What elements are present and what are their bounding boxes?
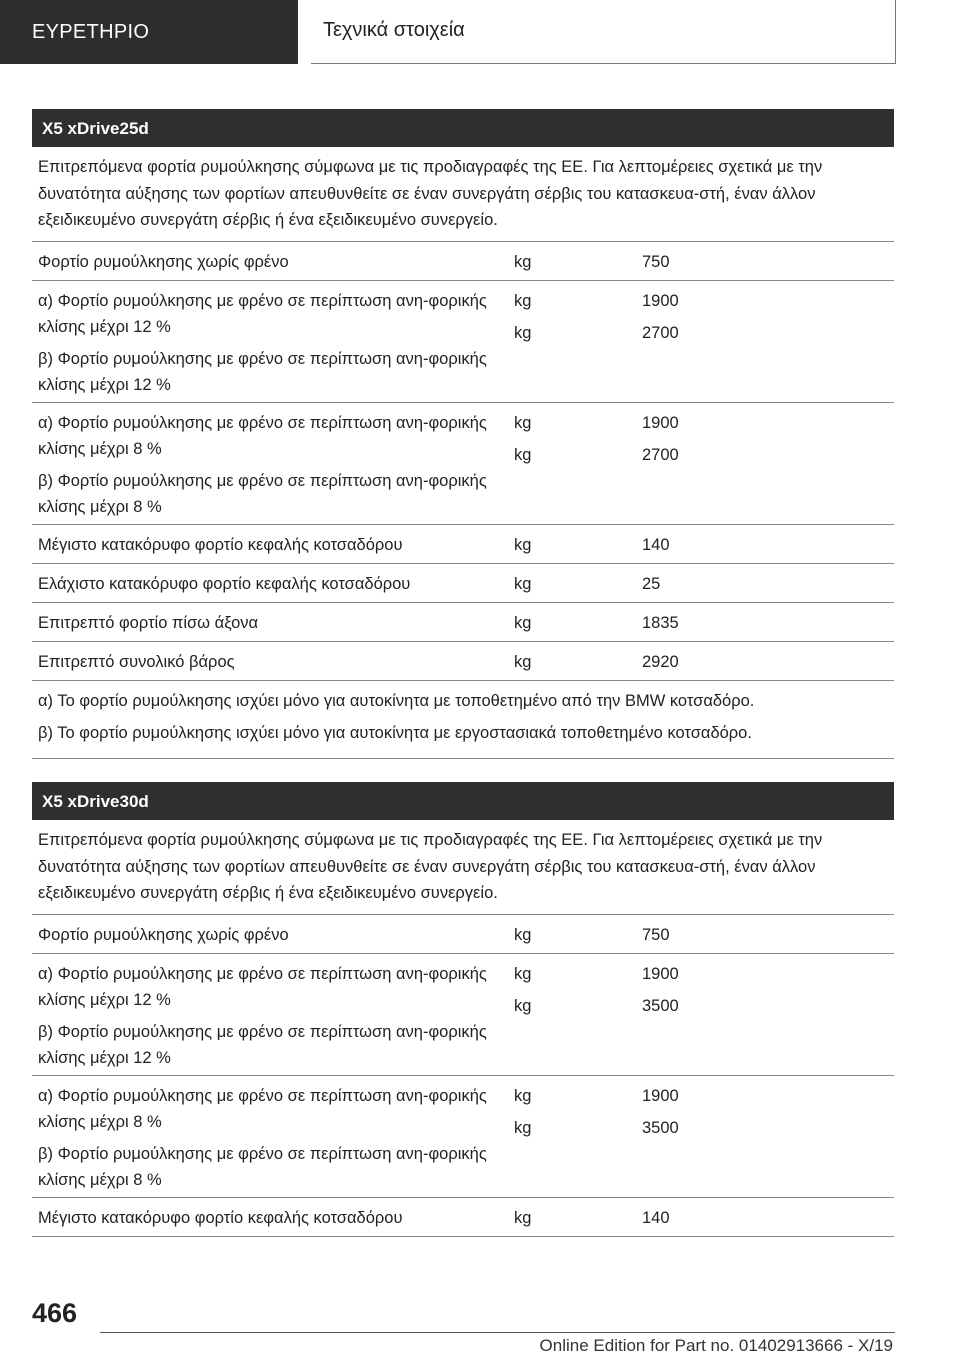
row-label: Φορτίο ρυμούλκησης χωρίς φρένο bbox=[38, 925, 289, 944]
section-intro: Επιτρεπόμενα φορτία ρυμούλκησης σύμφωνα με τις προδιαγραφές της ΕΕ. Για λεπτομέρειες σχετικά με την δυνατότητα αύξησης των φορτίων απευθυνθείτε σε έναν συνεργάτη σέρβις του κατασκευα-στή, έναν άλλον εξειδικευμένο συνεργάτη σέρβις ή ένα εξειδικευμένο συνεργείο. bbox=[32, 820, 894, 915]
row-label-b: β) Φορτίο ρυμούλκησης με φρένο σε περίπτωση ανη-φορικής κλίσης μέχρι 12 % bbox=[38, 349, 487, 394]
row-unit: kg bbox=[514, 652, 532, 671]
row-value: 1835 bbox=[642, 613, 679, 632]
index-tab[interactable]: ΕΥΡΕΤΗΡΙΟ bbox=[0, 0, 298, 64]
section-x5-xdrive25d bbox=[32, 109, 894, 759]
table-row bbox=[32, 564, 894, 603]
footnote-b: β) Το φορτίο ρυμούλκησης ισχύει μόνο για αυτοκίνητα με εργοστασιακά τοποθετημένο κοτσαδόρο. bbox=[38, 723, 752, 742]
row-label: Φορτίο ρυμούλκησης χωρίς φρένο bbox=[38, 252, 289, 271]
page-number: 466 bbox=[32, 1298, 78, 1328]
row-value: 750 bbox=[642, 252, 670, 271]
row-value: 750 bbox=[642, 925, 670, 944]
row-unit-b: kg bbox=[514, 323, 532, 342]
row-unit: kg bbox=[514, 925, 532, 944]
row-label: Μέγιστο κατακόρυφο φορτίο κεφαλής κοτσαδόρου bbox=[38, 535, 403, 554]
row-value-a: 1900 bbox=[642, 1086, 679, 1105]
table-row bbox=[32, 281, 894, 403]
table-row bbox=[32, 242, 894, 281]
table-row bbox=[32, 915, 894, 954]
row-unit-a: kg bbox=[514, 1086, 532, 1105]
row-unit-a: kg bbox=[514, 964, 532, 983]
row-label-a: α) Φορτίο ρυμούλκησης με φρένο σε περίπτωση ανη-φορικής κλίσης μέχρι 12 % bbox=[38, 964, 487, 1009]
section-intro: Επιτρεπόμενα φορτία ρυμούλκησης σύμφωνα με τις προδιαγραφές της ΕΕ. Για λεπτομέρειες σχετικά με την δυνατότητα αύξησης των φορτίων απευθυνθείτε σε έναν συνεργάτη σέρβις του κατασκευα-στή, έναν άλλον εξειδικευμένο συνεργάτη σέρβις ή ένα εξειδικευμένο συνεργείο. bbox=[32, 147, 894, 242]
section-x5-xdrive30d bbox=[32, 782, 894, 1237]
row-unit: kg bbox=[514, 252, 532, 271]
footnotes bbox=[32, 681, 894, 759]
row-label-b: β) Φορτίο ρυμούλκησης με φρένο σε περίπτωση ανη-φορικής κλίσης μέχρι 8 % bbox=[38, 1144, 487, 1189]
chapter-title: Τεχνικά στοιχεία bbox=[311, 0, 896, 64]
row-value-b: 2700 bbox=[642, 445, 679, 464]
row-label-a: α) Φορτίο ρυμούλκησης με φρένο σε περίπτωση ανη-φορικής κλίσης μέχρι 8 % bbox=[38, 413, 487, 458]
row-value-a: 1900 bbox=[642, 413, 679, 432]
row-label: Επιτρεπτό συνολικό βάρος bbox=[38, 652, 235, 671]
table-row bbox=[32, 603, 894, 642]
row-unit-a: kg bbox=[514, 291, 532, 310]
row-value-a: 1900 bbox=[642, 291, 679, 310]
section-header: X5 xDrive25d bbox=[32, 109, 894, 147]
row-value: 2920 bbox=[642, 652, 679, 671]
footnote-a: α) Το φορτίο ρυμούλκησης ισχύει μόνο για αυτοκίνητα με τοποθετημένο από την BMW κοτσαδόρο. bbox=[38, 691, 755, 710]
table-row bbox=[32, 403, 894, 525]
row-label-b: β) Φορτίο ρυμούλκησης με φρένο σε περίπτωση ανη-φορικής κλίσης μέχρι 12 % bbox=[38, 1022, 487, 1067]
row-label: Επιτρεπτό φορτίο πίσω άξονα bbox=[38, 613, 259, 632]
row-value-b: 3500 bbox=[642, 1118, 679, 1137]
table-row bbox=[32, 1076, 894, 1198]
row-unit-b: kg bbox=[514, 445, 532, 464]
row-unit: kg bbox=[514, 613, 532, 632]
row-value: 25 bbox=[642, 574, 661, 593]
row-unit-a: kg bbox=[514, 413, 532, 432]
row-unit: kg bbox=[514, 574, 532, 593]
section-header: X5 xDrive30d bbox=[32, 782, 894, 820]
row-value-b: 2700 bbox=[642, 323, 679, 342]
row-unit: kg bbox=[514, 535, 532, 554]
table-row bbox=[32, 525, 894, 564]
row-unit-b: kg bbox=[514, 996, 532, 1015]
row-value: 140 bbox=[642, 1208, 670, 1227]
row-value-b: 3500 bbox=[642, 996, 679, 1015]
table-row bbox=[32, 1198, 894, 1237]
footer-edition: Online Edition for Part no. 01402913666 - X/19 bbox=[539, 1336, 893, 1355]
row-unit-b: kg bbox=[514, 1118, 532, 1137]
row-label: Μέγιστο κατακόρυφο φορτίο κεφαλής κοτσαδόρου bbox=[38, 1208, 403, 1227]
row-label: Ελάχιστο κατακόρυφο φορτίο κεφαλής κοτσαδόρου bbox=[38, 574, 411, 593]
table-row bbox=[32, 642, 894, 681]
row-value: 140 bbox=[642, 535, 670, 554]
row-label-a: α) Φορτίο ρυμούλκησης με φρένο σε περίπτωση ανη-φορικής κλίσης μέχρι 8 % bbox=[38, 1086, 487, 1131]
footer-divider bbox=[100, 1332, 895, 1333]
row-label-b: β) Φορτίο ρυμούλκησης με φρένο σε περίπτωση ανη-φορικής κλίσης μέχρι 8 % bbox=[38, 471, 487, 516]
row-label-a: α) Φορτίο ρυμούλκησης με φρένο σε περίπτωση ανη-φορικής κλίσης μέχρι 12 % bbox=[38, 291, 487, 336]
row-unit: kg bbox=[514, 1208, 532, 1227]
row-value-a: 1900 bbox=[642, 964, 679, 983]
table-row bbox=[32, 954, 894, 1076]
